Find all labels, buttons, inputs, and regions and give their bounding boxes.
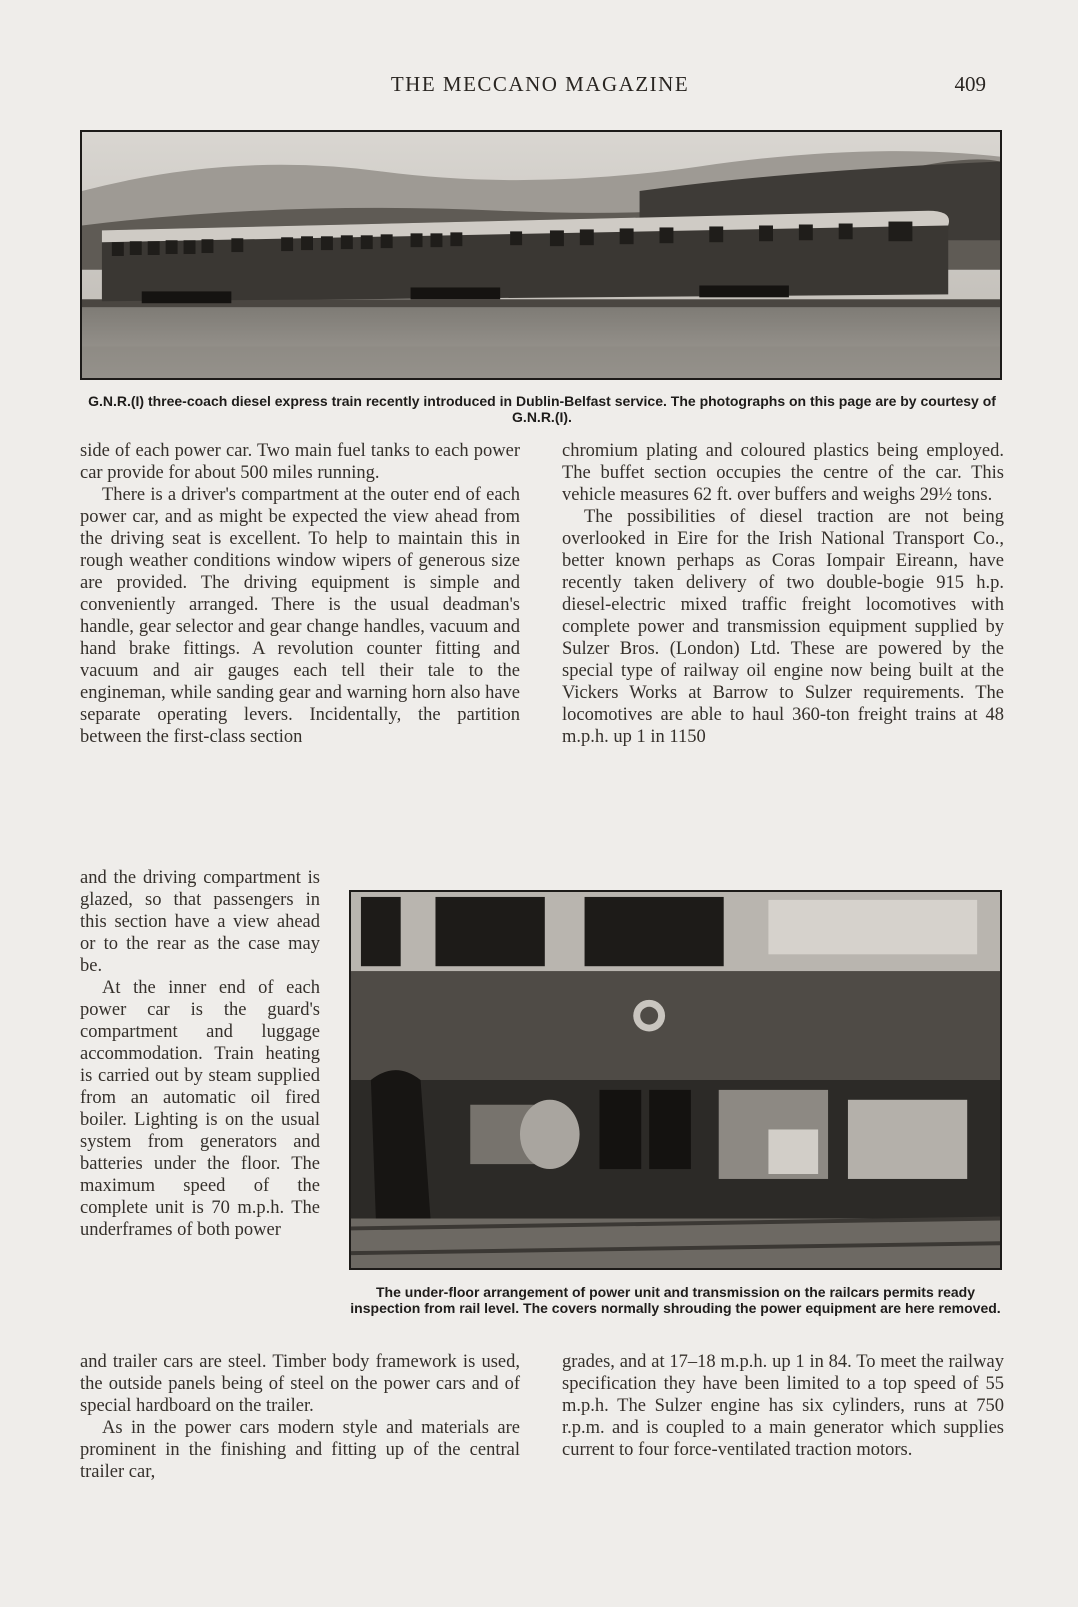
- magazine-title: THE MECCANO MAGAZINE: [390, 72, 690, 96]
- right-column-bottom: [562, 1351, 1004, 1461]
- left-column-narrow: [80, 867, 320, 1241]
- train-photograph: [80, 130, 1002, 380]
- paragraph: chromium plating and coloured plastics being employed. The buffet section occupies the centre of the car. This vehicle measures 62 ft. over buffers and weighs 29½ tons.: [562, 441, 1004, 505]
- paragraph: and the driving compartment is glazed, so that passengers in this section have a view ahead or to the rear as the case may be.: [80, 868, 320, 976]
- underfloor-photograph: [349, 890, 1002, 1270]
- paragraph: As in the power cars modern style and materials are prominent in the finishing and fitting up of the central trailer car,: [80, 1418, 520, 1482]
- paragraph: There is a driver's compartment at the outer end of each power car, and as might be expected the view ahead from the driving seat is excellent. To help to maintain this in rough weather conditions window wipers of generous size are provided. The driving equipment is simple and conveniently arranged. There is the usual deadman's handle, gear selector and gear change handles, vacuum and hand brake fittings. A revolution counter fitting and vacuum and air gauges each tell their tale to the engineman, while sanding gear and warning horn also have separate operating levers. Incidentally, the partition between the first-class section: [80, 485, 520, 747]
- right-column-top: [562, 440, 1004, 748]
- paragraph: side of each power car. Two main fuel tanks to each power car provide for about 500 miles running.: [80, 441, 520, 483]
- underfloor-photograph-image: [351, 892, 1000, 1268]
- paragraph: grades, and at 17–18 m.p.h. up 1 in 84. To meet the railway specification they have been limited to a top speed of 55 m.p.h. The Sulzer engine has six cylinders, runs at 750 r.p.m. and is coupled to a main generator which supplies current to four force-ventilated traction motors.: [562, 1352, 1004, 1460]
- paragraph: and trailer cars are steel. Timber body framework is used, the outside panels being of steel on the power cars and of special hardboard on the trailer.: [80, 1352, 520, 1416]
- middle-photo-caption: The under-floor arrangement of power unit and transmission on the railcars permits ready inspection from rail level. The covers normally shrouding the power equipment are here removed.: [350, 1284, 1001, 1316]
- paragraph: The possibilities of diesel traction are not being overlooked in Eire for the Irish National Transport Co., better known perhaps as Coras Iompair Eireann, have recently taken delivery of two double-bogie 915 h.p. diesel-electric mixed traffic freight locomotives with complete power and transmission equipment supplied by Sulzer Bros. (London) Ltd. These are powered by the special type of railway oil engine now being built at the Vickers Works at Barrow to Sulzer requirements. The locomotives are able to haul 360-ton freight trains at 48 m.p.h. up 1 in 1150: [562, 507, 1004, 747]
- left-column-top: [80, 440, 520, 748]
- left-column-bottom: [80, 1351, 520, 1483]
- page-header: [80, 72, 1000, 106]
- train-photograph-image: [82, 132, 1000, 378]
- paragraph: At the inner end of each power car is the guard's compartment and luggage accommodation. Train heating is carried out by steam supplied from an automatic oil fired boiler. Lighting is on the usual system from generators and batteries under the floor. The maximum speed of the complete unit is 70 m.p.h. The underframes of both power: [80, 978, 320, 1240]
- page-number: 409: [954, 72, 986, 96]
- top-photo-caption: G.N.R.(I) three-coach diesel express train recently introduced in Dublin-Belfast service. The photographs on this page are by courtesy of G.N.R.(I).: [88, 393, 996, 425]
